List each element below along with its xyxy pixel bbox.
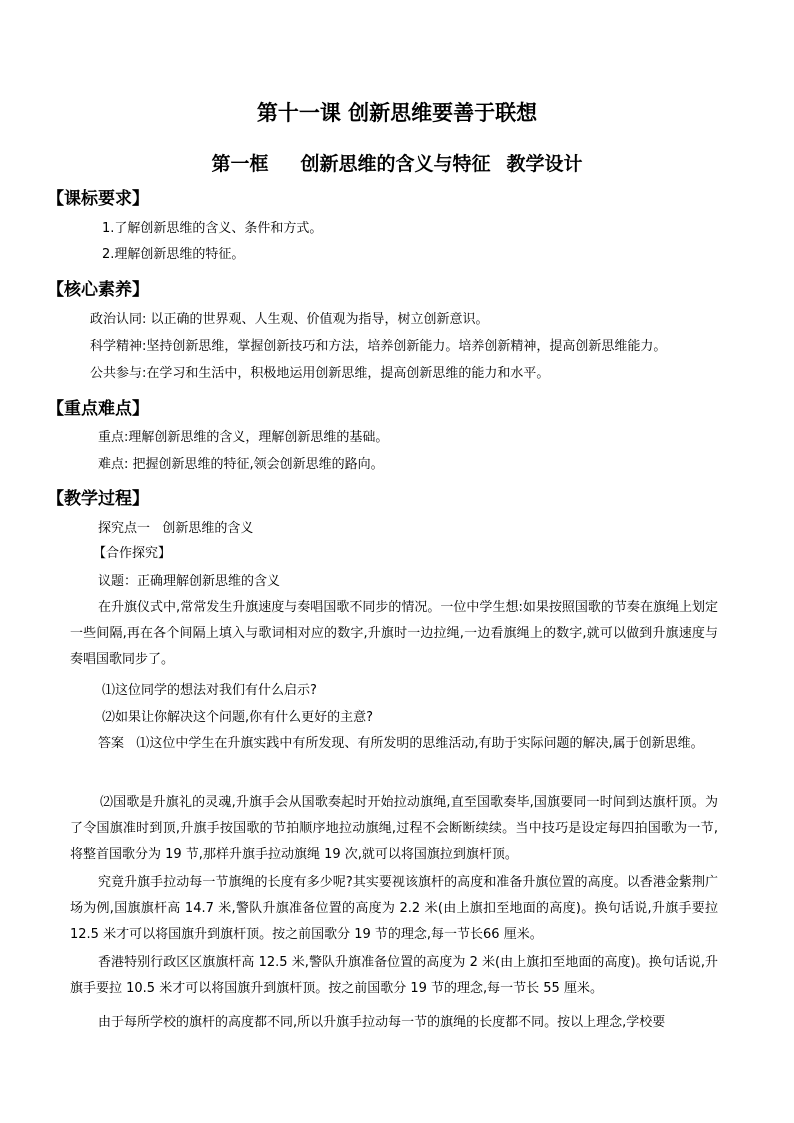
question-1: ⑴这位同学的想法对我们有什么启示? xyxy=(102,683,317,698)
key-item: 重点:理解创新思维的含义，理解创新思维的基础。 xyxy=(98,430,389,445)
heading-curriculum: 【课标要求】 xyxy=(47,189,149,209)
explore-point: 探究点一 创新思维的含义 xyxy=(98,521,254,536)
section-title-part2: 创新思维的含义与特征 xyxy=(300,153,491,175)
cooperative-heading: 【合作探究】 xyxy=(93,546,172,561)
question-2: ⑵如果让你解决这个问题,你有什么更好的主意? xyxy=(102,710,374,725)
heading-process: 【教学过程】 xyxy=(47,489,149,509)
lesson-title: 第十一课 创新思维要善于联想 xyxy=(256,100,538,125)
answer-2: ⑵国歌是升旗礼的灵魂,升旗手会从国歌奏起时开始拉动旗绳,直至国歌奏毕,国旗要同一时间到达旗杆顶。为了令国旗准时到顶,升旗手按国歌的节拍顺序地拉动旗绳,过程不会断断续续。当中技巧是设定每四拍国歌为一节,将整首国歌分为 19 节,那样升旗手拉动旗绳 19 次,就可以将国旗拉到旗杆顶。 xyxy=(70,795,718,862)
paragraph-hk-flag: 香港特别行政区区旗旗杆高 12.5 米,警队升旗准备位置的高度为 2 米(由上旗扣至地面的高度)。换句话说,升旗手要拉 10.5 米才可以将国旗升到旗杆顶。按之前国歌分 19 节的理念,每一节长 55 厘米。 xyxy=(70,955,718,996)
core-item: 公共参与:在学习和生活中，积极地运用创新思维，提高创新思维的能力和水平。 xyxy=(90,366,550,381)
heading-key-points: 【重点难点】 xyxy=(47,399,149,419)
paragraph-school: 由于每所学校的旗杆的高度都不同,所以升旗手拉动每一节的旗绳的长度都不同。按以上理念,学校要 xyxy=(98,1015,666,1030)
section-title xyxy=(0,149,794,176)
curriculum-item: 2.理解创新思维的特征。 xyxy=(102,247,245,262)
section-title-part1: 第一框 xyxy=(211,153,269,175)
curriculum-item: 1.了解创新思维的含义、条件和方式。 xyxy=(102,221,323,236)
topic-line: 议题：正确理解创新思维的含义 xyxy=(98,574,281,589)
answer-1: 答案 ⑴这位中学生在升旗实践中有所发现、有所发明的思维活动,有助于实际问题的解决,属于创新思维。 xyxy=(98,736,704,751)
core-item: 科学精神:坚持创新思维，掌握创新技巧和方法，培养创新能力。培养创新精神，提高创新思维能力。 xyxy=(90,339,667,354)
heading-core: 【核心素养】 xyxy=(47,280,149,300)
scenario-paragraph: 在升旗仪式中,常常发生升旗速度与奏唱国歌不同步的情况。一位中学生想:如果按照国歌的节奏在旗绳上划定一些间隔,再在各个间隔上填入与歌词相对应的数字,升旗时一边拉绳,一边看旗绳上的数字,就可以做到升旗速度与奏唱国歌同步了。 xyxy=(70,600,718,667)
paragraph-pole-length: 究竟升旗手拉动每一节旗绳的长度有多少呢?其实要视该旗杆的高度和准备升旗位置的高度。以香港金紫荆广场为例,国旗旗杆高 14.7 米,警队升旗准备位置的高度为 2.2 米(由上旗扣至地面的高度)。换句话说,升旗手要拉 12.5 米才可以将国旗升到旗杆顶。按之前国歌分 19 节的理念,每一节长66 厘米。 xyxy=(70,875,718,942)
core-item: 政治认同: 以正确的世界观、人生观、价值观为指导，树立创新意识。 xyxy=(90,312,489,327)
section-title-part3: 教学设计 xyxy=(506,153,583,175)
key-item: 难点: 把握创新思维的特征,领会创新思维的路向。 xyxy=(98,457,384,472)
